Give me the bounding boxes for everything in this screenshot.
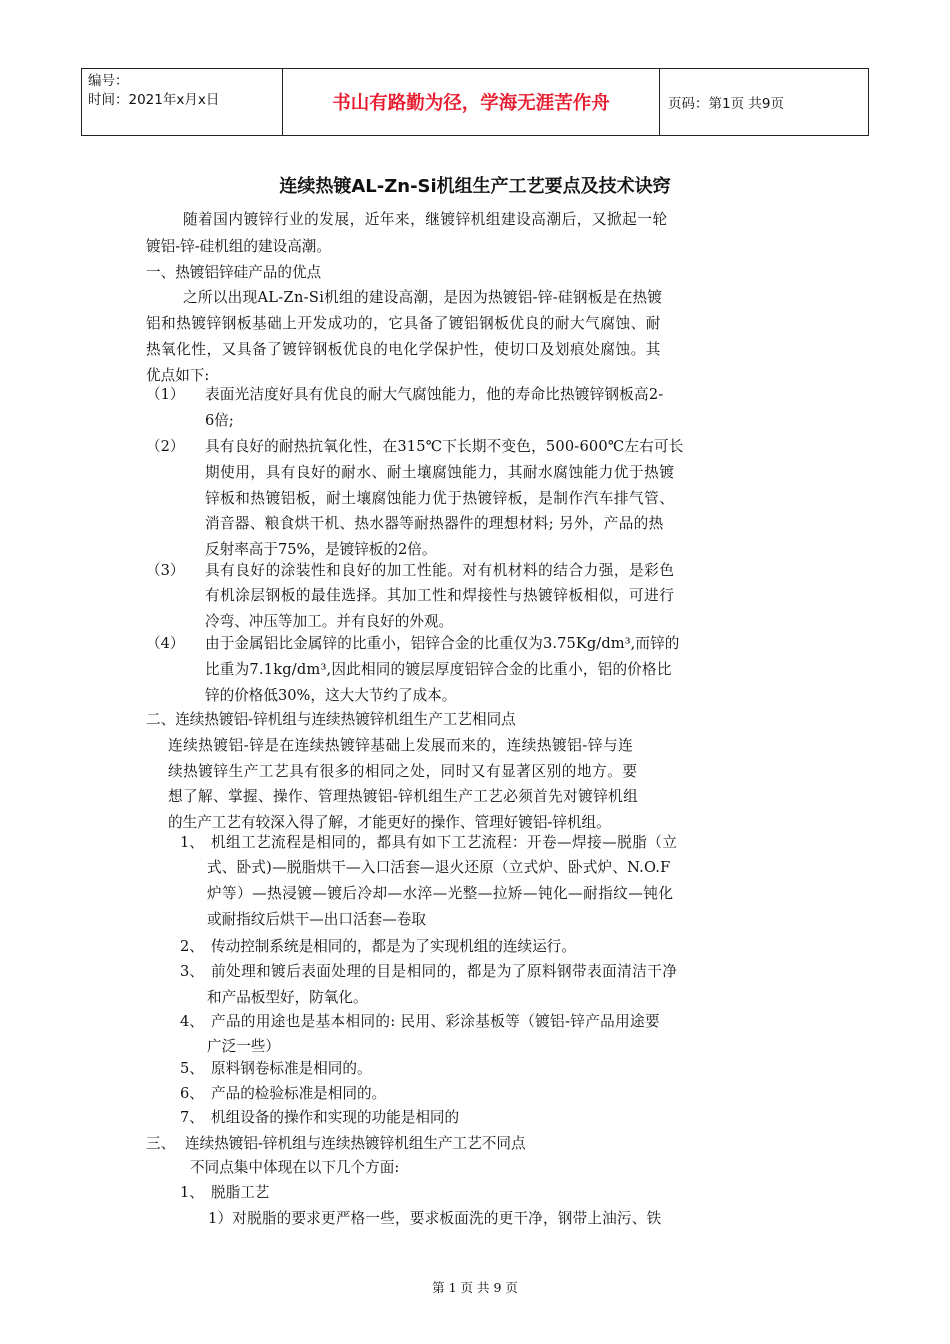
header-motto: 书山有路勤为径，学海无涯苦作舟 <box>283 69 660 135</box>
text-line: 之所以出现AL-Zn-Si机组的建设高潮，是因为热镀铝-锌-硅钢板是在热镀 <box>183 289 663 306</box>
text-line: 炉等）—热浸镀—镀后冷却—水淬—光整—拉矫—钝化—耐指纹—钝化 <box>207 885 674 902</box>
list-marker: 5、 <box>180 1060 204 1077</box>
text-line: 不同点集中体现在以下几个方面: <box>190 1159 400 1176</box>
text-line: 想了解、掌握、操作、管理热镀铝-锌机组生产工艺必须首先对镀锌机组 <box>168 788 639 805</box>
text-line: 冷弯、冲压等加工。并有良好的外观。 <box>205 613 454 630</box>
header-page-info: 页码：第1页 共9页 <box>668 96 784 112</box>
text-line: 和产品板型好，防氧化。 <box>207 989 368 1006</box>
text-line: 反射率高于75%，是镀锌板的2倍。 <box>205 541 437 558</box>
text-line: 消音器、粮食烘干机、热水器等耐热器件的理想材料; 另外，产品的热 <box>205 515 664 532</box>
text-line: 具有良好的耐热抗氧化性，在315℃下长期不变色，500-600℃左右可长 <box>205 438 684 455</box>
list-marker: 4、 <box>180 1013 204 1030</box>
text-line: 1）对脱脂的要求更严格一些，要求板面洗的更干净，钢带上油污、铁 <box>208 1210 662 1227</box>
text-line: 广泛一些） <box>207 1038 280 1055</box>
text-line: 的生产工艺有较深入得了解，才能更好的操作、管理好镀铝-锌机组。 <box>168 814 611 831</box>
text-line: 脱脂工艺 <box>211 1184 270 1201</box>
list-marker: 3、 <box>180 963 204 980</box>
text-line: 热氧化性，又具备了镀锌钢板优良的电化学保护性，使切口及划痕处腐蚀。其 <box>146 341 661 358</box>
list-marker: 1、 <box>180 834 204 851</box>
list-marker: （1） <box>146 386 185 403</box>
list-marker: 6、 <box>180 1085 204 1102</box>
list-marker: （3） <box>146 562 185 579</box>
section-heading: 一、热镀铝锌硅产品的优点 <box>146 264 322 281</box>
text-line: 续热镀锌生产工艺具有很多的相同之处，同时又有显著区别的地方。要 <box>168 763 638 780</box>
section-heading: 连续热镀铝-锌机组与连续热镀锌机组生产工艺不同点 <box>185 1135 526 1152</box>
text-line: 产品的用途也是基本相同的: 民用、彩涂基板等（镀铝-锌产品用途要 <box>211 1013 660 1030</box>
text-line: 随着国内镀锌行业的发展，近年来，继镀锌机组建设高潮后，又掀起一轮 <box>183 211 668 228</box>
text-line: 比重为7.1kg/dm³,因此相同的镀层厚度铝锌合金的比重小，铝的价格比 <box>205 661 672 678</box>
text-line: 机组工艺流程是相同的，都具有如下工艺流程：开卷—焊接—脱脂（立 <box>211 834 678 851</box>
document-date: 时间：2021年x月x日 <box>88 92 220 108</box>
text-line: 机组设备的操作和实现的功能是相同的 <box>211 1109 460 1126</box>
list-marker: （2） <box>146 438 185 455</box>
text-line: 有机涂层钢板的最佳选择。其加工性和焊接性与热镀锌板相似，可进行 <box>205 587 675 604</box>
text-line: 传动控制系统是相同的，都是为了实现机组的连续运行。 <box>211 938 576 955</box>
section-heading: 三、 <box>146 1135 176 1152</box>
text-line: 具有良好的涂装性和良好的加工性能。对有机材料的结合力强，是彩色 <box>205 562 675 579</box>
page-footer: 第 1 页 共 9 页 <box>432 1280 518 1295</box>
text-line: 式、卧式)—脱脂烘干—入口活套—退火还原（立式炉、卧式炉、N.O.F <box>207 859 671 876</box>
text-line: 前处理和镀后表面处理的目是相同的，都是为了原料钢带表面清洁干净 <box>211 963 678 980</box>
text-line: 优点如下: <box>146 367 210 384</box>
text-line: 锌板和热镀铝板，耐土壤腐蚀能力优于热镀锌板，是制作汽车排气管、 <box>205 490 675 507</box>
text-line: 连续热镀铝-锌是在连续热镀锌基础上发展而来的，连续热镀铝-锌与连 <box>168 737 634 754</box>
section-heading: 二、连续热镀铝-锌机组与连续热镀锌机组生产工艺相同点 <box>146 711 516 728</box>
list-marker: 1、 <box>180 1184 204 1201</box>
text-line: 产品的检验标准是相同的。 <box>211 1085 387 1102</box>
text-line: 期使用，具有良好的耐水、耐土壤腐蚀能力，其耐水腐蚀能力优于热镀 <box>205 464 675 481</box>
list-marker: 7、 <box>180 1109 204 1126</box>
text-line: 表面光洁度好具有优良的耐大气腐蚀能力，他的寿命比热镀锌钢板高2- <box>205 386 664 403</box>
document-number: 编号： <box>88 73 129 89</box>
text-line: 镀铝-锌-硅机组的建设高潮。 <box>146 238 331 255</box>
header-table <box>81 68 869 136</box>
text-line: 原料钢卷标准是相同的。 <box>211 1060 372 1077</box>
document-title: 连续热镀AL-Zn-Si机组生产工艺要点及技术诀窍 <box>279 176 671 197</box>
text-line: 锌的价格低30%，这大大节约了成本。 <box>205 687 457 704</box>
list-marker: 2、 <box>180 938 204 955</box>
text-line: 由于金属铝比金属锌的比重小，铝锌合金的比重仅为3.75Kg/dm³,而锌的 <box>205 635 680 652</box>
text-line: 或耐指纹后烘干—出口活套—卷取 <box>207 911 426 928</box>
list-marker: （4） <box>146 635 185 652</box>
text-line: 铝和热镀锌钢板基础上开发成功的，它具备了镀铝钢板优良的耐大气腐蚀、耐 <box>146 315 661 332</box>
header-meta <box>82 69 283 135</box>
text-line: 6倍; <box>205 412 234 429</box>
